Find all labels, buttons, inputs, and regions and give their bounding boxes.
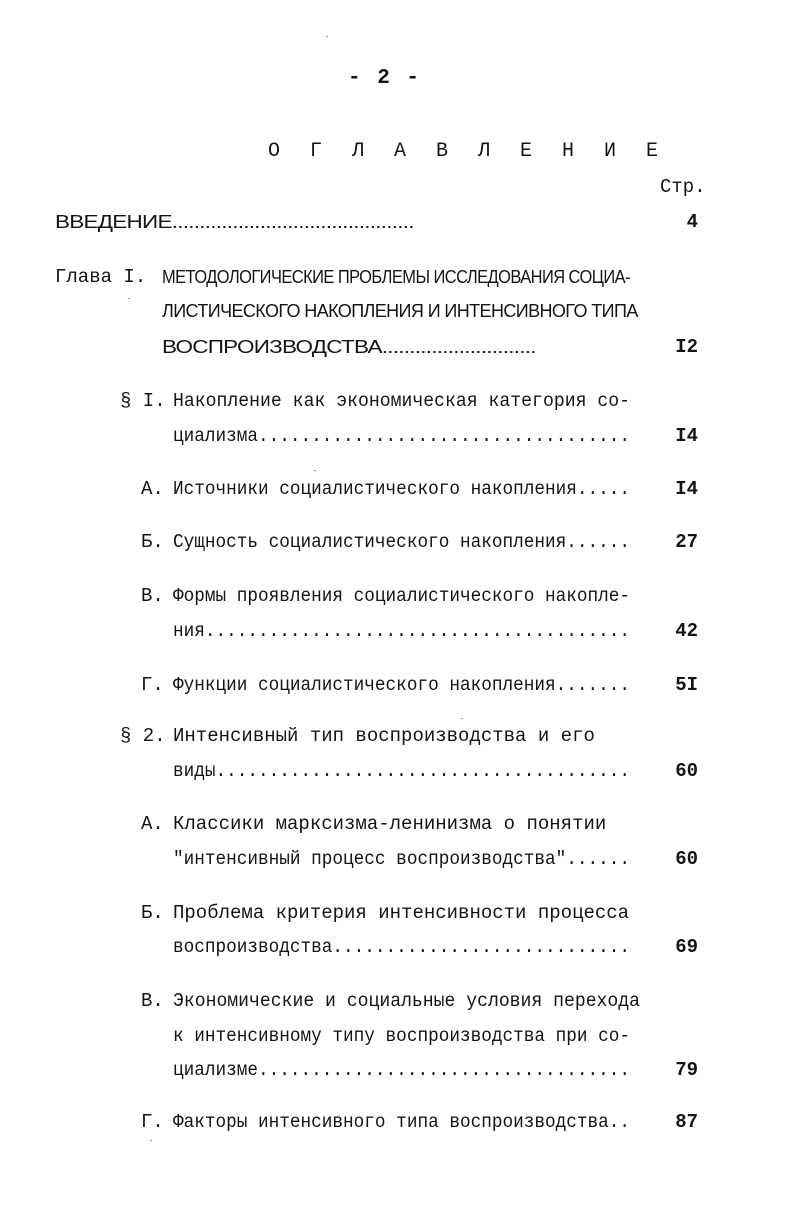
toc-entry-page: 27 bbox=[675, 531, 698, 553]
scan-artifact bbox=[128, 298, 130, 299]
toc-entry-page: 87 bbox=[675, 1111, 698, 1133]
toc-entry-page: 69 bbox=[675, 936, 698, 958]
toc-entry-text-line: МЕТОДОЛОГИЧЕСКИЕ ПРОБЛЕМЫ ИССЛЕДОВАНИЯ СОЦИА- bbox=[162, 267, 630, 287]
toc-entry-text-line: ЛИСТИЧЕСКОГО НАКОПЛЕНИЯ И ИНТЕНСИВНОГО ТИПА bbox=[162, 301, 638, 321]
toc-entry-text-line: Сущность социалистического накопления...... bbox=[173, 531, 630, 553]
toc-entry-page: 5I bbox=[675, 674, 698, 696]
toc-entry-marker: § 2. bbox=[120, 725, 166, 747]
toc-entry-page: I2 bbox=[675, 336, 698, 358]
toc-entry-page: I4 bbox=[675, 425, 698, 447]
toc-entry-page: 79 bbox=[675, 1059, 698, 1081]
toc-entry-marker: Б. bbox=[141, 902, 164, 924]
toc-entry-text-line: "интенсивный процесс воспроизводства"...... bbox=[173, 848, 630, 870]
toc-entry-marker: Г. bbox=[141, 674, 164, 696]
toc-entry-marker: А. bbox=[141, 813, 164, 835]
toc-entry-page: 60 bbox=[675, 848, 698, 870]
scan-artifact bbox=[326, 36, 328, 37]
toc-entry-marker: Б. bbox=[141, 531, 164, 553]
toc-entry-marker: А. bbox=[141, 478, 164, 500]
toc-entry-text-line: виды....................................... bbox=[173, 760, 630, 782]
scan-artifact bbox=[150, 1140, 152, 1141]
toc-entry-marker: § I. bbox=[120, 390, 166, 412]
toc-entry-marker: В. bbox=[141, 585, 164, 607]
toc-entry-text-line: к интенсивному типу воспроизводства при со- bbox=[173, 1025, 630, 1047]
scan-artifact bbox=[461, 718, 463, 719]
toc-entry-text-line: Факторы интенсивного типа воспроизводства.. bbox=[173, 1111, 630, 1133]
toc-entry-text: ВВЕДЕНИЕ............................................ bbox=[55, 212, 414, 232]
scan-artifact bbox=[314, 470, 316, 471]
toc-entry-text-line: Интенсивный тип воспроизводства и его bbox=[173, 725, 595, 747]
toc-entry-page: I4 bbox=[675, 478, 698, 500]
page-column-header: Стр. bbox=[660, 176, 706, 198]
page-title: О Г Л А В Л Е Н И Е bbox=[268, 140, 668, 163]
toc-entry-text-line: Проблема критерия интенсивности процесса bbox=[173, 902, 630, 924]
toc-entry-text-line: Накопление как экономическая категория со- bbox=[173, 390, 630, 412]
toc-entry-text-line: ния........................................ bbox=[173, 620, 630, 642]
toc-entry-marker: В. bbox=[141, 990, 164, 1012]
toc-entry-text-line: Экономические и социальные условия перехода bbox=[173, 990, 640, 1012]
toc-entry-text-line: Классики марксизма-ленинизма о понятии bbox=[173, 813, 607, 835]
toc-entry-text-line: ВОСПРОИЗВОДСТВА............................ bbox=[162, 337, 536, 357]
toc-entry-text-line: Источники социалистического накопления..... bbox=[173, 478, 630, 500]
toc-entry-text-line: циализма................................... bbox=[173, 425, 630, 447]
toc-entry-text-line: Формы проявления социалистического накопле- bbox=[173, 585, 630, 607]
toc-entry-page: 42 bbox=[675, 620, 698, 642]
toc-entry-text-line: циализме................................... bbox=[173, 1059, 630, 1081]
toc-entry-marker: Глава I. bbox=[55, 266, 147, 288]
toc-entry-text-line: Функции социалистического накопления....... bbox=[173, 674, 630, 696]
toc-entry-marker: Г. bbox=[141, 1111, 164, 1133]
toc-entry-page: 60 bbox=[675, 760, 698, 782]
toc-entry-text-line: воспроизводства............................ bbox=[173, 936, 630, 958]
toc-entry-page: 4 bbox=[686, 211, 698, 233]
page-number: - 2 - bbox=[348, 67, 422, 90]
